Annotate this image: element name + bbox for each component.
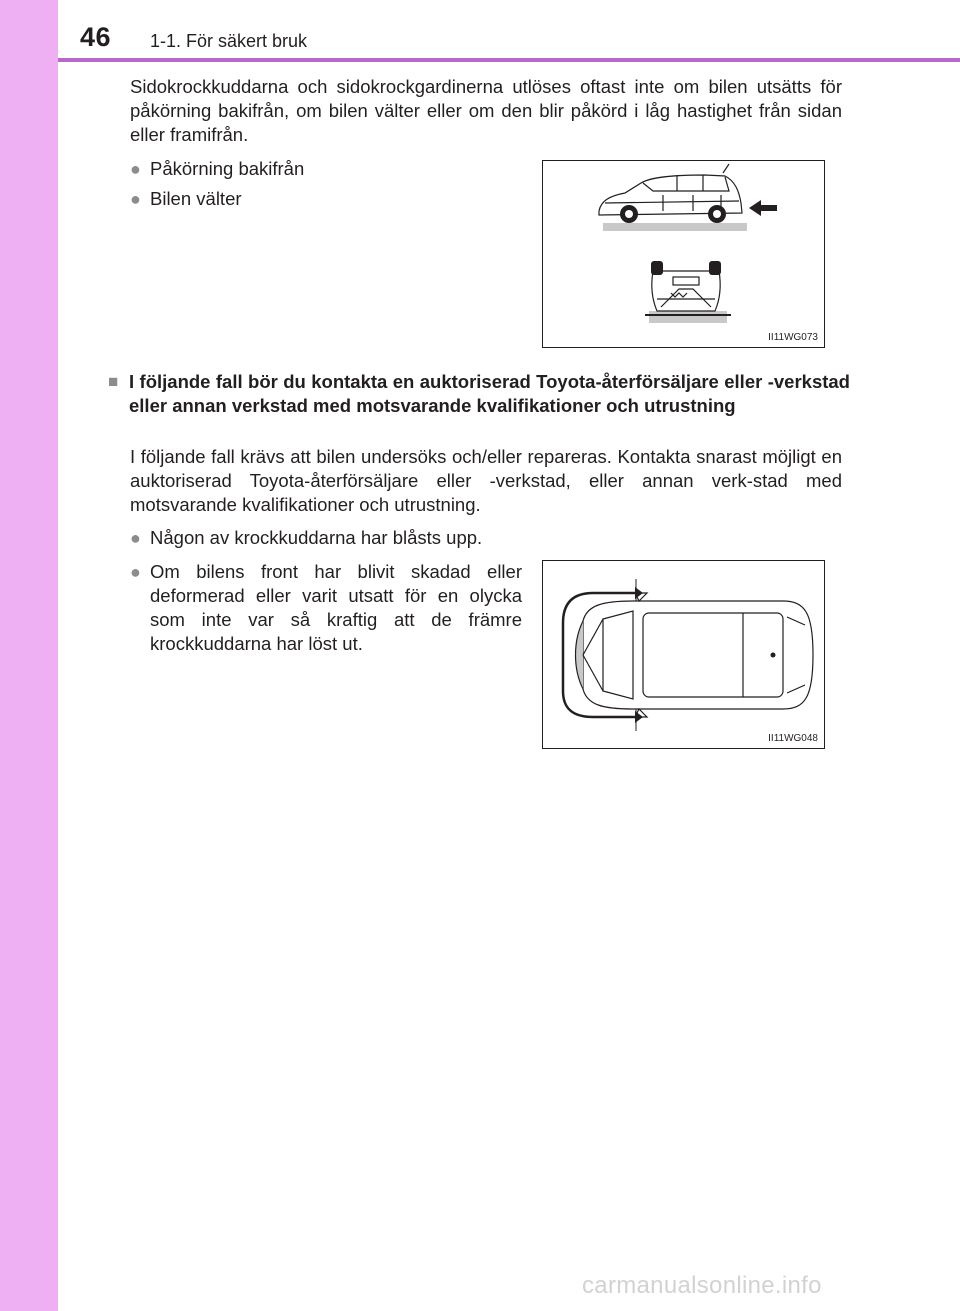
car-upside-down (652, 271, 720, 311)
car-top-view (576, 593, 814, 717)
impact-arrow-icon (749, 200, 777, 216)
bullet-item (130, 526, 842, 550)
antenna-dot (771, 653, 776, 658)
section-heading-text: I följande fall bör du kontakta en auktoriserad Toyota-återförsäljare eller -verkstad eller annan verkstad med motsvarande kvalifikationer och utrustning (129, 371, 850, 416)
figure-rear-collision-rollover (542, 160, 825, 348)
side-tab-band (0, 0, 58, 1311)
figure-front-damage (542, 560, 825, 749)
body-paragraph: I följande fall krävs att bilen undersöks och/eller repareras. Kontakta snarast möjligt en auktoriserad Toyota-återförsäljare eller -verkstad, eller annan verk-stad med motsvarande kvalifikationer och utrustning. (130, 446, 842, 515)
heading-square-icon: ■ (108, 372, 119, 391)
figure-code: II11WG048 (768, 733, 818, 744)
car-rear-wheel-hub (713, 210, 721, 218)
bullet-text: Påkörning bakifrån (150, 158, 305, 179)
bullet-item (130, 560, 522, 656)
ground-strip (603, 223, 747, 231)
figure-code: II11WG073 (768, 332, 818, 343)
bullet-icon: ● (130, 528, 141, 548)
car-top-view-illustration (543, 561, 826, 750)
section-title: 1-1. För säkert bruk (150, 31, 308, 51)
intro-paragraph: Sidokrockkuddarna och sidokrockgardinerna utlöses oftast inte om bilen utsätts för påkörning bakifrån, om bilen välter eller om den blir påkörd i låg hastighet från sidan eller framifrån. (130, 76, 842, 145)
section-heading (108, 370, 850, 418)
bullet-text: Någon av krockkuddarna har blåsts upp. (150, 527, 483, 548)
bullet-item (130, 157, 510, 181)
car-wheel-left (651, 261, 663, 275)
bullet-icon: ● (130, 189, 141, 209)
car-front-wheel-hub (625, 210, 633, 218)
page-number: 46 (80, 22, 112, 52)
car-collision-illustration (543, 161, 826, 349)
ground-strip (649, 311, 727, 323)
header-divider (58, 58, 960, 62)
bullet-text: Om bilens front har blivit skadad eller deformerad eller varit utsatt för en olycka som inte var så kraftig att de främre krockkuddarna har löst ut. (150, 561, 522, 654)
car-wheel-right (709, 261, 721, 275)
bullet-icon: ● (130, 159, 141, 179)
bullet-item (130, 187, 510, 211)
watermark: carmanualsonline.info (582, 1272, 822, 1299)
bullet-icon: ● (130, 562, 141, 582)
bullet-text: Bilen välter (150, 188, 242, 209)
